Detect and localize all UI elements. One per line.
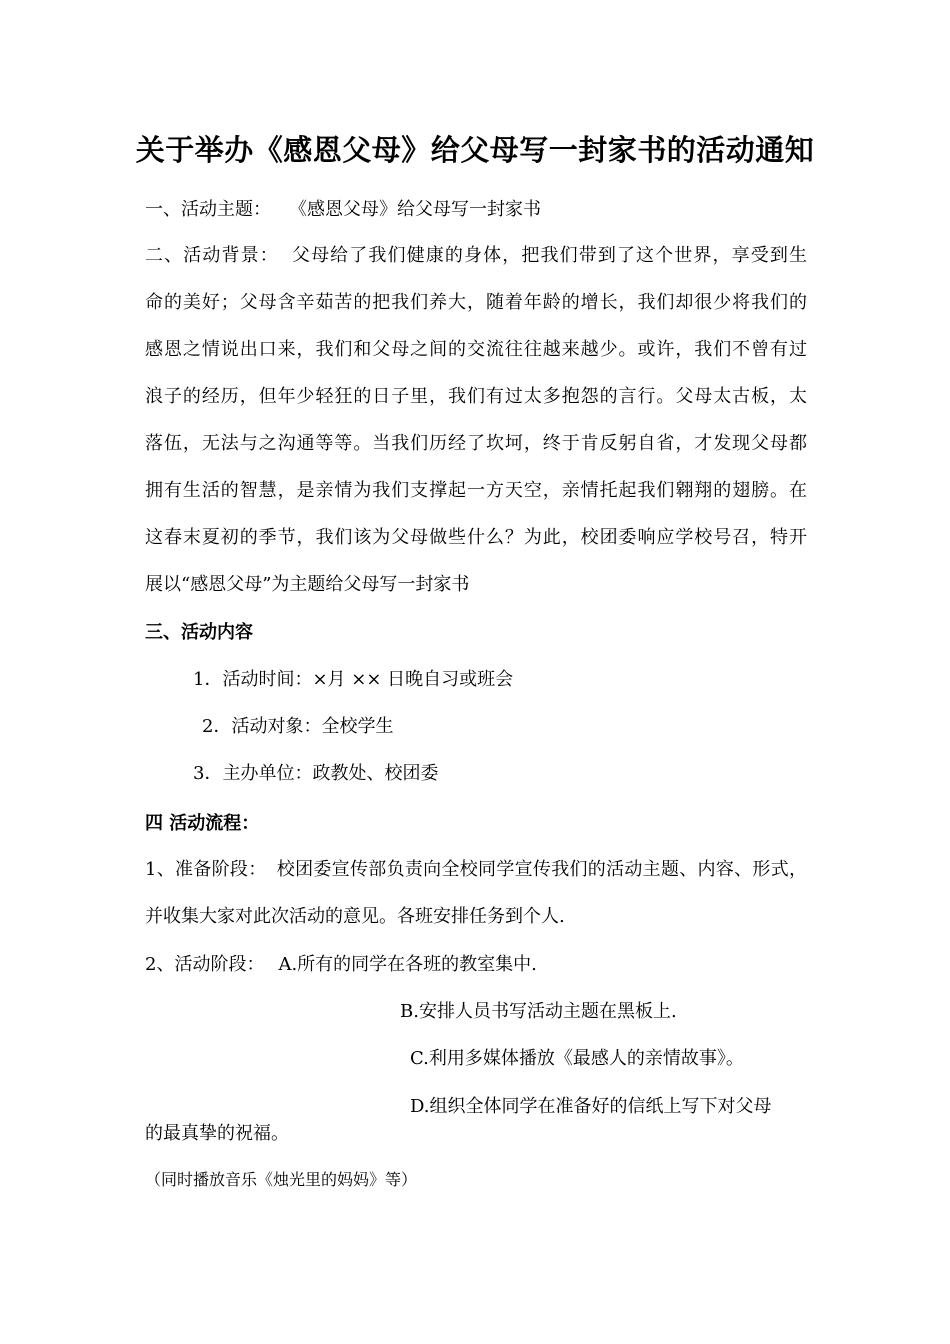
activity-step-d-continued: 的最真挚的祝福。 — [145, 1123, 289, 1144]
prep-label: 1、准备阶段： — [145, 859, 267, 880]
activity-step-d: D.组织全体同学在准备好的信纸上写下对父母 — [410, 1096, 772, 1117]
document-title: 关于举办《感恩父母》给父母写一封家书的活动通知 — [135, 133, 815, 167]
activity-step-c: C.利用多媒体播放《最感人的亲情故事》。 — [410, 1048, 744, 1069]
music-note: （同时播放音乐《烛光里的妈妈》等） — [145, 1170, 418, 1189]
content-heading: 三、活动内容 — [145, 622, 253, 643]
content-item-time: 1．活动时间：×月 ×× 日晚自习或班会 — [193, 669, 514, 690]
process-heading: 四 活动流程： — [145, 813, 260, 834]
background-line-6: 拥有生活的智慧，是亲情为我们支撑起一方天空，亲情托起我们翱翔的翅膀。在 — [145, 480, 807, 501]
activity-line-1 — [145, 953, 537, 977]
activity-label: 2、活动阶段： — [145, 954, 265, 975]
theme-label: 一、活动主题： — [145, 199, 271, 220]
theme-line — [145, 198, 541, 222]
prep-text: 校团委宣传部负责向全校同学宣传我们的活动主题、内容、形式， — [276, 859, 808, 880]
background-line-7: 这春末夏初的季节，我们该为父母做些什么？为此，校团委响应学校号召，特开 — [145, 527, 807, 548]
background-text: 父母给了我们健康的身体，把我们带到了这个世界，享受到生 — [290, 245, 808, 266]
background-line-5: 落伍，无法与之沟通等等。当我们历经了坎坷，终于肯反躬自省，才发现父母都 — [145, 433, 807, 454]
theme-value: 《感恩父母》给父母写一封家书 — [289, 199, 541, 220]
prep-line-2: 并收集大家对此次活动的意见。各班安排任务到个人. — [145, 906, 565, 927]
background-line-1 — [145, 244, 807, 268]
background-line-8: 展以“感恩父母”为主题给父母写一封家书 — [145, 574, 470, 595]
content-item-organizer: 3．主办单位：政教处、校团委 — [193, 763, 439, 784]
background-line-3: 感恩之情说出口来，我们和父母之间的交流往往越来越少。或许，我们不曾有过 — [145, 339, 807, 360]
activity-step-a: A.所有的同学在各班的教室集中. — [278, 954, 537, 975]
content-item-target: 2．活动对象：全校学生 — [202, 716, 394, 737]
activity-step-b: B.安排人员书写活动主题在黑板上. — [400, 1001, 677, 1022]
background-line-2: 命的美好；父母含辛茹苦的把我们养大，随着年龄的增长，我们却很少将我们的 — [145, 292, 807, 313]
background-line-4: 浪子的经历，但年少轻狂的日子里，我们有过太多抱怨的言行。父母太古板，太 — [145, 386, 807, 407]
prep-line-1 — [145, 858, 807, 882]
background-label: 二、活动背景： — [145, 245, 279, 266]
